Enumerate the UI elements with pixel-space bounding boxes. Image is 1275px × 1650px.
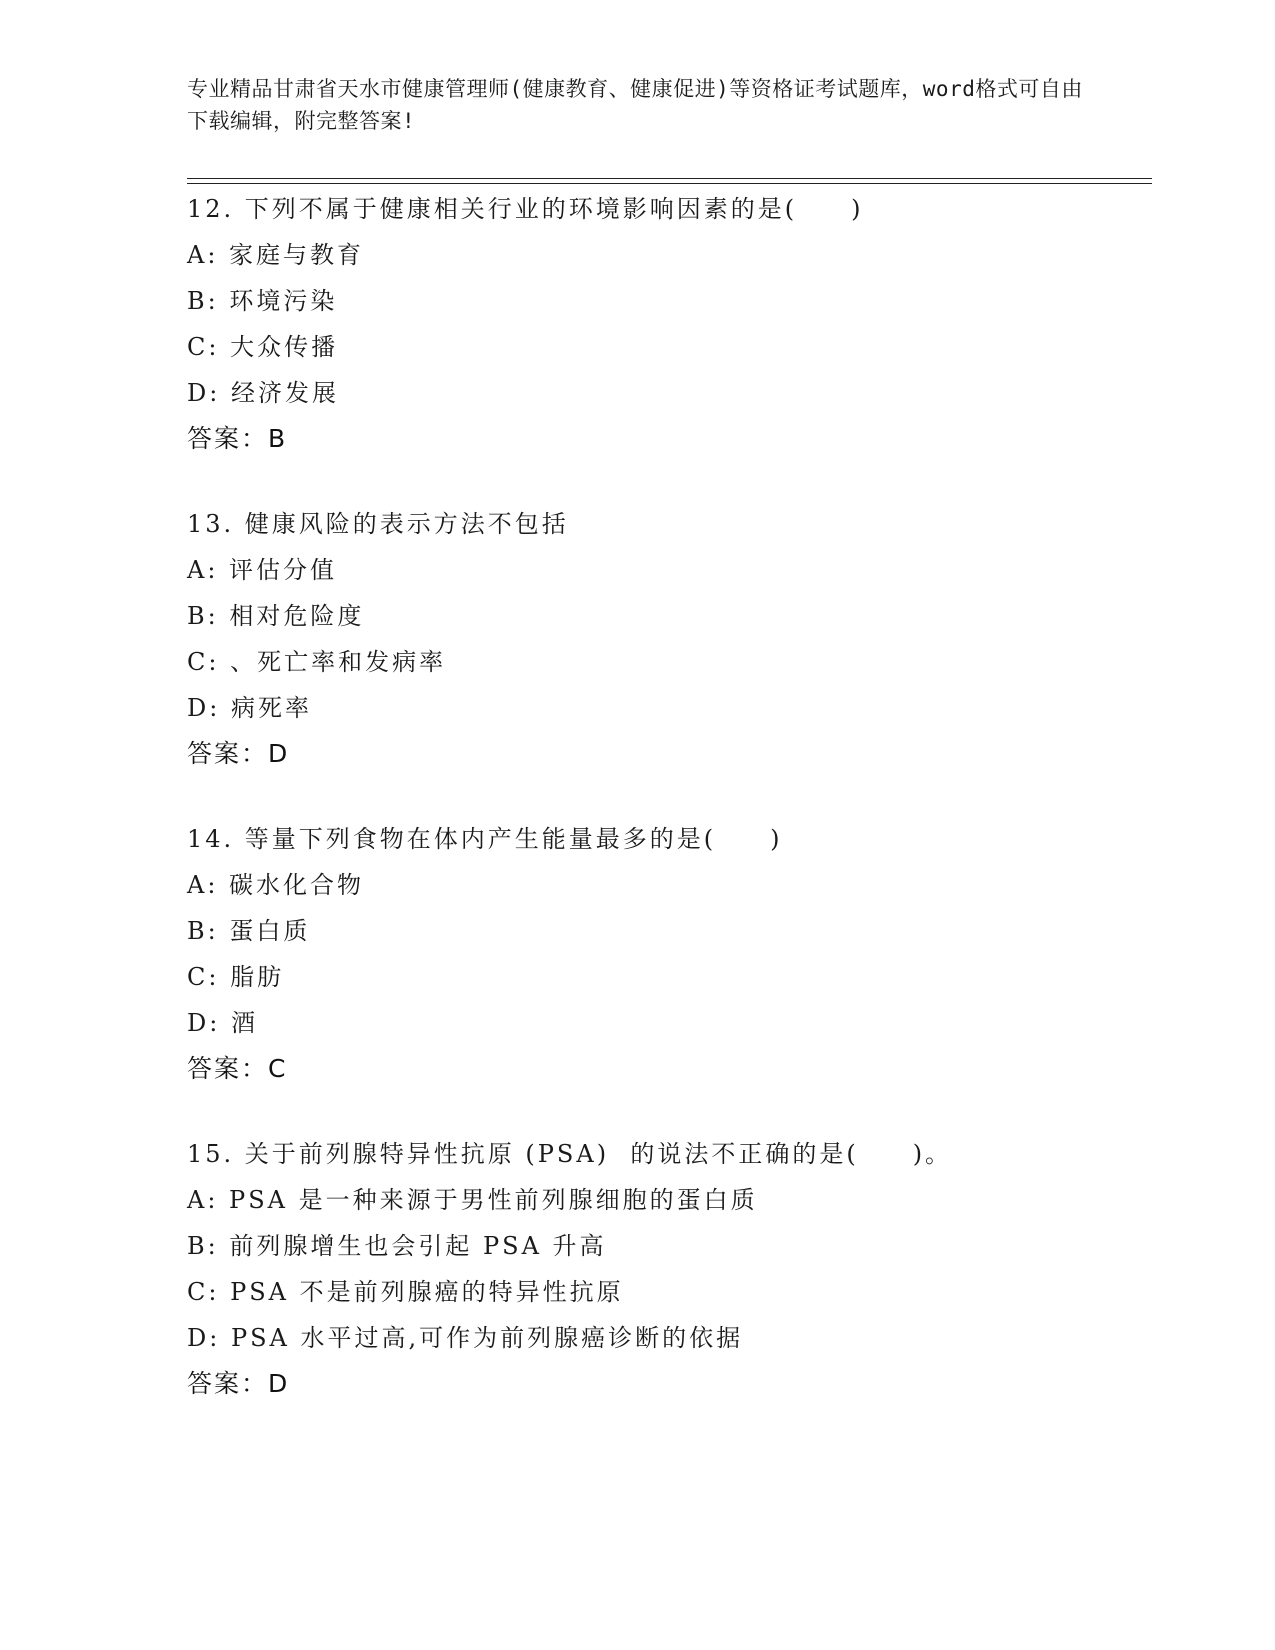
option-b: B: 前列腺增生也会引起 PSA 升高: [187, 1232, 607, 1260]
option-d: D: PSA 水平过高,可作为前列腺癌诊断的依据: [187, 1324, 744, 1352]
option-a: A: PSA 是一种来源于男性前列腺细胞的蛋白质: [187, 1186, 758, 1214]
question-block: [187, 816, 1147, 1092]
option-c: C: 脂肪: [187, 963, 285, 991]
question-stem: 13. 健康风险的表示方法不包括: [187, 510, 569, 538]
option-d: D: 酒: [187, 1009, 258, 1037]
option-d: D: 经济发展: [187, 379, 339, 407]
option-a: A: 评估分值: [187, 556, 338, 584]
option-d: D: 病死率: [187, 694, 312, 722]
question-stem: 12. 下列不属于健康相关行业的环境影响因素的是( ): [187, 195, 864, 223]
question-block: [187, 1131, 1147, 1407]
option-a: A: 碳水化合物: [187, 871, 365, 899]
header-divider-bottom: [187, 183, 1152, 184]
option-a: A: 家庭与教育: [187, 241, 365, 269]
option-b: B: 蛋白质: [187, 917, 311, 945]
question-block: [187, 186, 1147, 462]
option-c: C: 、死亡率和发病率: [187, 648, 447, 676]
option-c: C: 大众传播: [187, 333, 339, 361]
option-c: C: PSA 不是前列腺癌的特异性抗原: [187, 1278, 624, 1306]
page-header: 专业精品甘肃省天水市健康管理师(健康教育、健康促进)等资格证考试题库，word格式可自由下载编辑，附完整答案!: [187, 77, 1083, 133]
question-block: [187, 501, 1147, 777]
answer-line: 答案：D: [187, 1369, 290, 1398]
option-b: B: 相对危险度: [187, 602, 365, 630]
answer-line: 答案：B: [187, 424, 288, 453]
question-stem: 14. 等量下列食物在体内产生能量最多的是( ): [187, 825, 783, 853]
option-b: B: 环境污染: [187, 287, 338, 315]
header-divider-top: [187, 178, 1152, 179]
question-stem: 15. 关于前列腺特异性抗原 (PSA) 的说法不正确的是( )。: [187, 1140, 953, 1168]
answer-line: 答案：D: [187, 739, 290, 768]
answer-line: 答案：C: [187, 1054, 288, 1083]
